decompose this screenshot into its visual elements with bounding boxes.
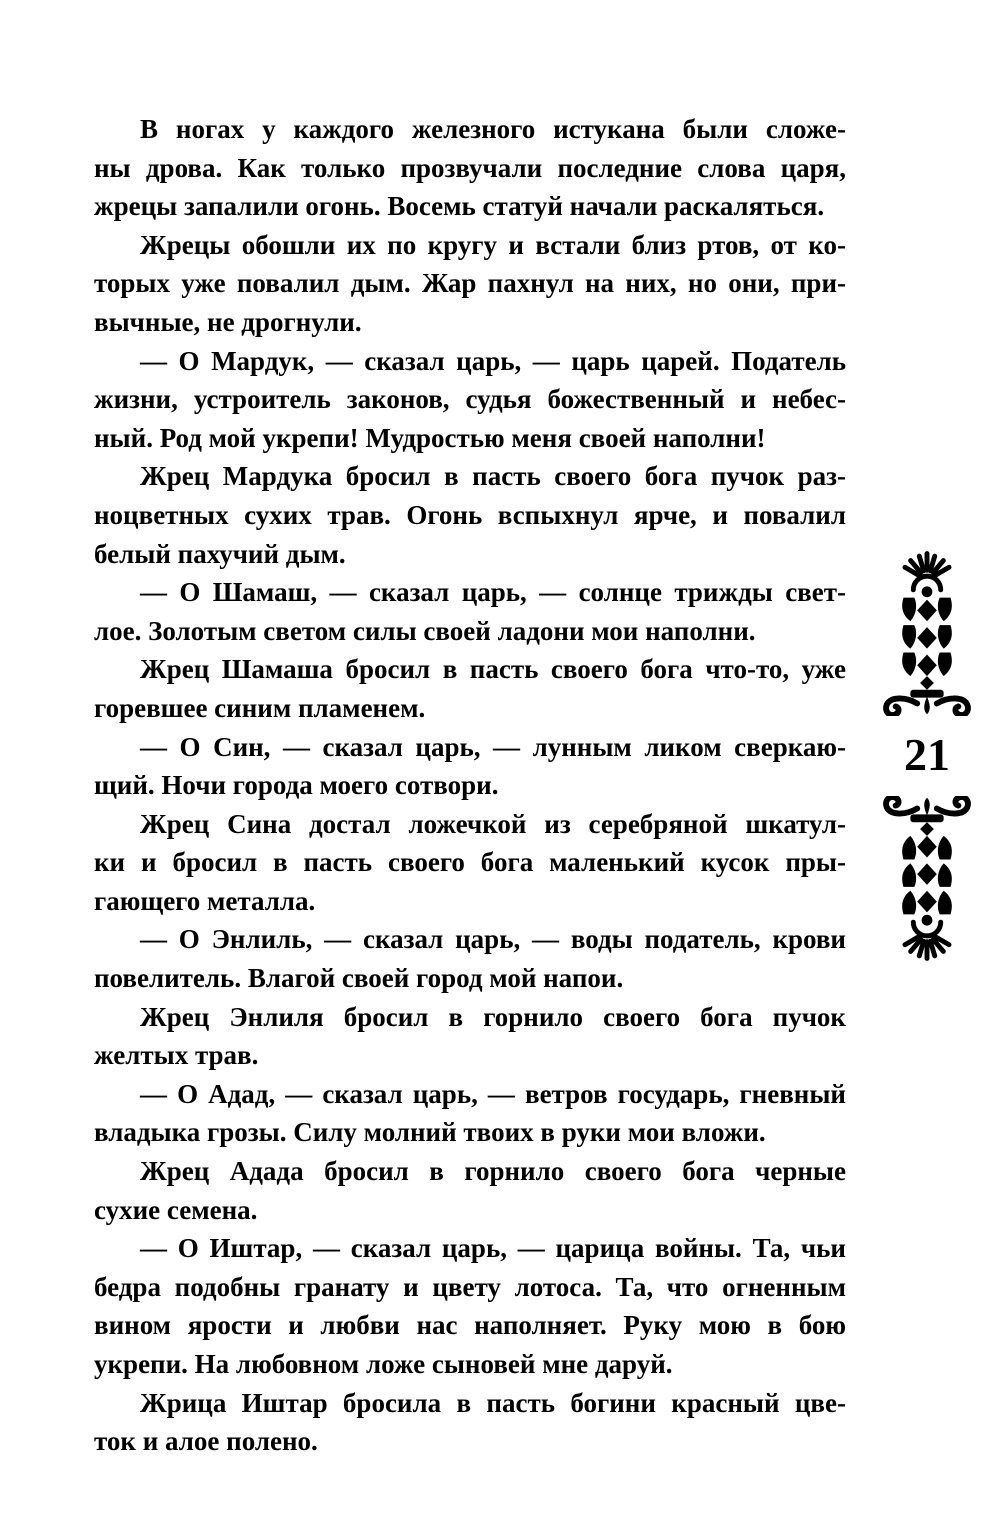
- paragraph: [94, 1384, 846, 1461]
- paragraph: [94, 457, 846, 573]
- text-line: жизни, устроитель законов, судья божественный и небес-: [94, 384, 846, 415]
- paragraph: [94, 342, 846, 458]
- text-line: вычные, не дрогнули.: [94, 306, 362, 337]
- text-line: укрепи. На любовном ложе сыновей мне даруй.: [94, 1349, 673, 1379]
- paragraph: [94, 1229, 846, 1383]
- text-line: — О Син, — сказал царь, — лунным ликом сверкаю-: [140, 731, 846, 762]
- text-line: В ногах у каждого железного истукана были сложе-: [140, 114, 846, 144]
- text-line: ны дрова. Как только прозвучали последние слова царя,: [94, 152, 846, 183]
- text-line: Жрец Сина достал ложечкой из серебряной шкатул-: [140, 808, 846, 839]
- text-line: Жрец Мардука бросил в пасть своего бога пучок раз-: [140, 461, 846, 492]
- paragraph: [94, 998, 846, 1075]
- page-margin-decoration: [878, 546, 976, 966]
- paragraph: [94, 1075, 846, 1152]
- text-line: вином ярости и любви нас наполняет. Руку мою в бою: [94, 1310, 846, 1341]
- text-line: желтых трав.: [94, 1040, 259, 1071]
- text-line: ток и алое полено.: [94, 1426, 318, 1457]
- text-line: Жрец Энлиля бросил в горнило своего бога пучок: [140, 1001, 846, 1032]
- text-line: щий. Ночи города моего сотвори.: [94, 770, 499, 801]
- text-line: белый пахучий дым.: [94, 538, 346, 569]
- paragraph: [94, 110, 846, 226]
- text-line: ки и бросил в пасть своего бога маленький кусок пры-: [94, 847, 846, 878]
- page-text: [94, 110, 846, 1461]
- text-line: Жрица Иштар бросила в пасть богини красный цве-: [140, 1387, 846, 1418]
- text-line: владыка грозы. Силу молний твоих в руки мои вложи.: [94, 1117, 766, 1148]
- text-line: ноцветных сухих трав. Огонь вспыхнул ярче, и повалил: [94, 499, 846, 530]
- ornament-bottom-icon: [878, 796, 976, 966]
- text-line: торых уже повалил дым. Жар пахнул на них, но они, при-: [94, 268, 846, 299]
- text-line: горевшее синим пламенем.: [94, 692, 426, 723]
- text-line: — О Энлиль, — сказал царь, — воды податель, крови: [140, 924, 846, 955]
- paragraph: [94, 650, 846, 727]
- text-line: жрецы запалили огонь. Восемь статуй начали раскаляться.: [94, 191, 825, 222]
- text-line: Жрец Адада бросил в горнило своего бога черные: [140, 1156, 846, 1187]
- text-line: лое. Золотым светом силы своей ладони мои наполни.: [94, 615, 756, 646]
- paragraph: [94, 226, 846, 342]
- text-line: — О Адад, — сказал царь, — ветров государь, гневный: [140, 1078, 846, 1109]
- text-line: — О Мардук, — сказал царь, — царь царей. Податель: [140, 345, 846, 376]
- text-line: гающего металла.: [94, 885, 316, 916]
- ornament-top-icon: [878, 546, 976, 716]
- paragraph: [94, 805, 846, 921]
- paragraph: [94, 728, 846, 805]
- paragraph: [94, 1152, 846, 1229]
- text-line: — О Иштар, — сказал царь, — царица войны. Та, чьи: [140, 1233, 846, 1264]
- text-line: сухие семена.: [94, 1194, 258, 1225]
- text-line: повелитель. Влагой своей город мой напои.: [94, 963, 624, 994]
- text-line: бедра подобны гранату и цвету лотоса. Та, что огненным: [94, 1271, 846, 1302]
- paragraph: [94, 920, 846, 997]
- text-line: — О Шамаш, — сказал царь, — солнце трижды свет-: [140, 577, 846, 608]
- text-line: Жрецы обошли их по кругу и встали близ ртов, от ко-: [140, 229, 846, 260]
- text-line: Жрец Шамаша бросил в пасть своего бога что-то, уже: [140, 654, 846, 685]
- text-line: ный. Род мой укрепи! Мудростью меня своей наполни!: [94, 422, 766, 453]
- page-number: 21: [904, 729, 950, 780]
- paragraph: [94, 573, 846, 650]
